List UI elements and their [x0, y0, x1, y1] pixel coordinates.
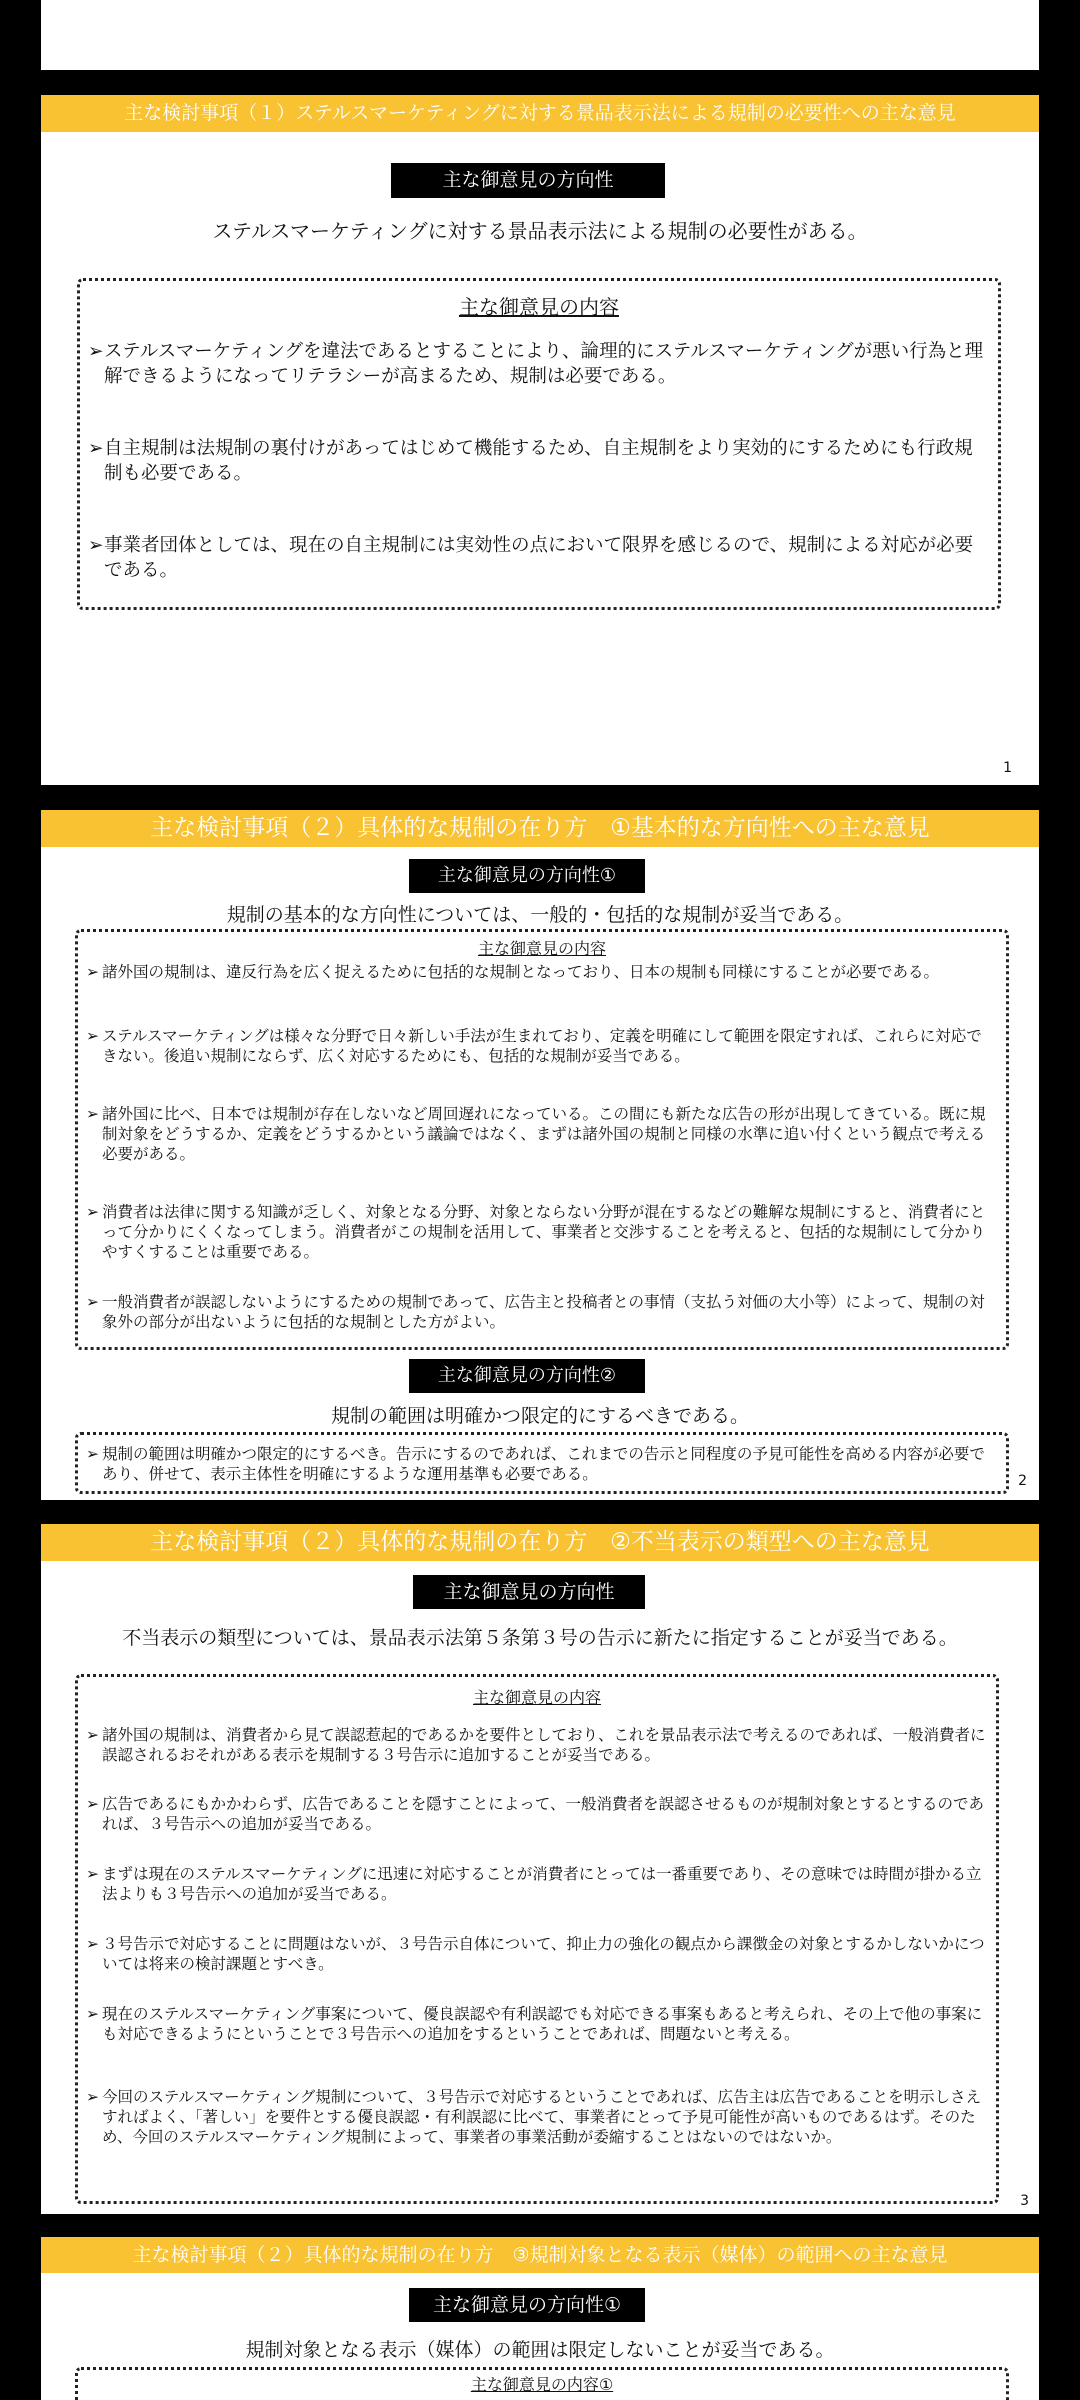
- arrow-bullet-icon: ➢: [86, 2088, 99, 2106]
- box-heading: 主な御意見の内容: [472, 1688, 601, 1707]
- opinion-box: [75, 2367, 1009, 2400]
- list-item: ➢ 諸外国の規制は、違反行為を広く捉えるために包括的な規制となっており、日本の規制も同様にすることが必要である。: [86, 963, 940, 981]
- opinion-box: [77, 278, 1001, 610]
- arrow-bullet-icon: ➢: [86, 1935, 99, 1953]
- list-item: ➢ 規制の範囲は明確かつ限定的にするべき。告示にするのであれば、これまでの告示と同程度の予見可能性を高める内容が必要であり、併せて、表示主体性を明確にするような運用基準も必要である。: [86, 1445, 985, 1483]
- direction-label: 主な御意見の方向性: [391, 163, 665, 198]
- slide-1-title: 主な検討事項（１）ステルスマーケティングに対する景品表示法による規制の必要性への主な意見: [41, 95, 1039, 132]
- list-item: ➢ 現在のステルスマーケティング事案について、優良誤認や有利誤認でも対応できる事案もあると考えられ、その上で他の事案にも対応できるようにということで３号告示への追加をするということであれば、問題ないと考える。: [86, 2005, 983, 2043]
- arrow-bullet-icon: ➢: [86, 1795, 99, 1813]
- arrow-bullet-icon: ➢: [86, 963, 99, 981]
- list-item: ➢ステルスマーケティングを違法であるとすることにより、論理的にステルスマーケティングが悪い行為と理解できるようになってリテラシーが高まるため、規制は必要である。: [88, 341, 984, 387]
- arrow-bullet-icon: ➢: [86, 1105, 99, 1123]
- direction-text: ステルスマーケティングに対する景品表示法による規制の必要性がある。: [212, 219, 868, 243]
- slide-3-title: 主な検討事項（２）具体的な規制の在り方 ②不当表示の類型への主な意見: [41, 1524, 1039, 1561]
- slide-2: [41, 810, 1039, 1500]
- arrow-bullet-icon: ➢: [86, 1027, 99, 1045]
- list-item: ➢ ステルスマーケティングは様々な分野で日々新しい手法が生まれており、定義を明確にして範囲を限定すれば、これらに対応できない。後追い規制にならず、広く対応するためにも、包括的な規制が妥当である。: [86, 1027, 982, 1065]
- box-heading: 主な御意見の内容: [459, 295, 619, 319]
- page-number: 2: [1018, 1473, 1027, 1489]
- arrow-bullet-icon: ➢: [86, 1203, 99, 1221]
- direction-text: 不当表示の類型については、景品表示法第５条第３号の告示に新たに指定することが妥当である。: [122, 1627, 958, 1649]
- list-item: ➢ 消費者は法律に関する知識が乏しく、対象となる分野、対象とならない分野が混在するなどの難解な規制にすると、消費者にとって分かりにくくなってしまう。消費者がこの規制を活用して、事業者と交渉することを考えると、包括的な規制にして分かりやすくすることは重要である。: [86, 1203, 986, 1261]
- previous-slide-fragment: [41, 0, 1039, 70]
- list-item: ➢ 一般消費者が誤認しないようにするための規制であって、広告主と投稿者との事情（支払う対価の大小等）によって、規制の対象外の部分が出ないように包括的な規制とした方がよい。: [86, 1293, 985, 1331]
- list-item: ➢ 諸外国に比べ、日本では規制が存在しないなど周回遅れになっている。この間にも新たな広告の形が出現してきている。既に規制対象をどうするか、定義をどうするかという議論ではなく、まずは諸外国の規制と同様の水準に追い付くという観点で考える必要がある。: [86, 1105, 986, 1163]
- direction-text: 規制対象となる表示（媒体）の範囲は限定しないことが妥当である。: [245, 2339, 835, 2361]
- direction-2-label: 主な御意見の方向性②: [409, 1359, 645, 1393]
- arrow-bullet-icon: ➢: [88, 438, 104, 459]
- direction-1-text: 規制の基本的な方向性については、一般的・包括的な規制が妥当である。: [226, 904, 854, 926]
- slide-2-title: 主な検討事項（２）具体的な規制の在り方 ①基本的な方向性への主な意見: [41, 810, 1039, 847]
- list-item: ➢事業者団体としては、現在の自主規制には実効性の点において限界を感じるので、規制による対応が必要である。: [88, 535, 974, 581]
- opinion-box-2: [75, 1432, 1009, 1494]
- arrow-bullet-icon: ➢: [86, 1293, 99, 1311]
- direction-label: 主な御意見の方向性①: [409, 2288, 645, 2322]
- slide-3: [41, 1524, 1039, 2214]
- list-item: ➢ 今回のステルスマーケティング規制について、３号告示で対応するということであれば、広告主は広告であることを明示しさえすればよく、「著しい」を要件とする優良誤認・有利誤認に比べて、事業者にとって予見可能性が高いものであるはず。そのため、今回のステルスマーケティング規制によって、事業者の事業活動が委縮することはないのではないか。: [86, 2088, 982, 2146]
- list-item: ➢ 広告であるにもかかわらず、広告であることを隠すことによって、一般消費者を誤認させるものが規制対象とするとするのであれば、３号告示への追加が妥当である。: [86, 1795, 984, 1833]
- page-number: 3: [1020, 2193, 1029, 2209]
- opinion-box: [75, 1674, 999, 2204]
- page-number: 1: [1003, 760, 1012, 776]
- box-heading: 主な御意見の内容①: [470, 2375, 614, 2394]
- list-item: ➢ 諸外国の規制は、消費者から見て誤認惹起的であるかを要件としており、これを景品表示法で考えるのであれば、一般消費者に誤認されるおそれがある表示を規制する３号告示に追加することが妥当である。: [86, 1726, 986, 1764]
- list-item: ➢ ３号告示で対応することに問題はないが、３号告示自体について、抑止力の強化の観点から課徴金の対象とするかしないかについては将来の検討課題とすべき。: [86, 1935, 985, 1973]
- list-item: ➢ まずは現在のステルスマーケティングに迅速に対応することが消費者にとっては一番重要であり、その意味では時間が掛かる立法よりも３号告示への追加が妥当である。: [86, 1865, 982, 1903]
- arrow-bullet-icon: ➢: [86, 2005, 99, 2023]
- direction-1-label: 主な御意見の方向性①: [409, 859, 645, 893]
- slide-4-title: 主な検討事項（２）具体的な規制の在り方 ③規制対象となる表示（媒体）の範囲への主な意見: [41, 2237, 1039, 2273]
- arrow-bullet-icon: ➢: [88, 341, 104, 362]
- arrow-bullet-icon: ➢: [86, 1445, 99, 1463]
- list-item: ➢自主規制は法規制の裏付けがあってはじめて機能するため、自主規制をより実効的にするためにも行政規制も必要である。: [88, 438, 973, 484]
- arrow-bullet-icon: ➢: [88, 535, 104, 556]
- direction-2-text: 規制の範囲は明確かつ限定的にするべきである。: [330, 1405, 749, 1427]
- opinion-box: [75, 929, 1009, 1350]
- box-heading: 主な御意見の内容: [477, 939, 606, 958]
- slide-4: [41, 2237, 1039, 2400]
- direction-label: 主な御意見の方向性: [413, 1575, 645, 1609]
- arrow-bullet-icon: ➢: [86, 1726, 99, 1744]
- slide-1: [41, 95, 1039, 785]
- arrow-bullet-icon: ➢: [86, 1865, 99, 1883]
